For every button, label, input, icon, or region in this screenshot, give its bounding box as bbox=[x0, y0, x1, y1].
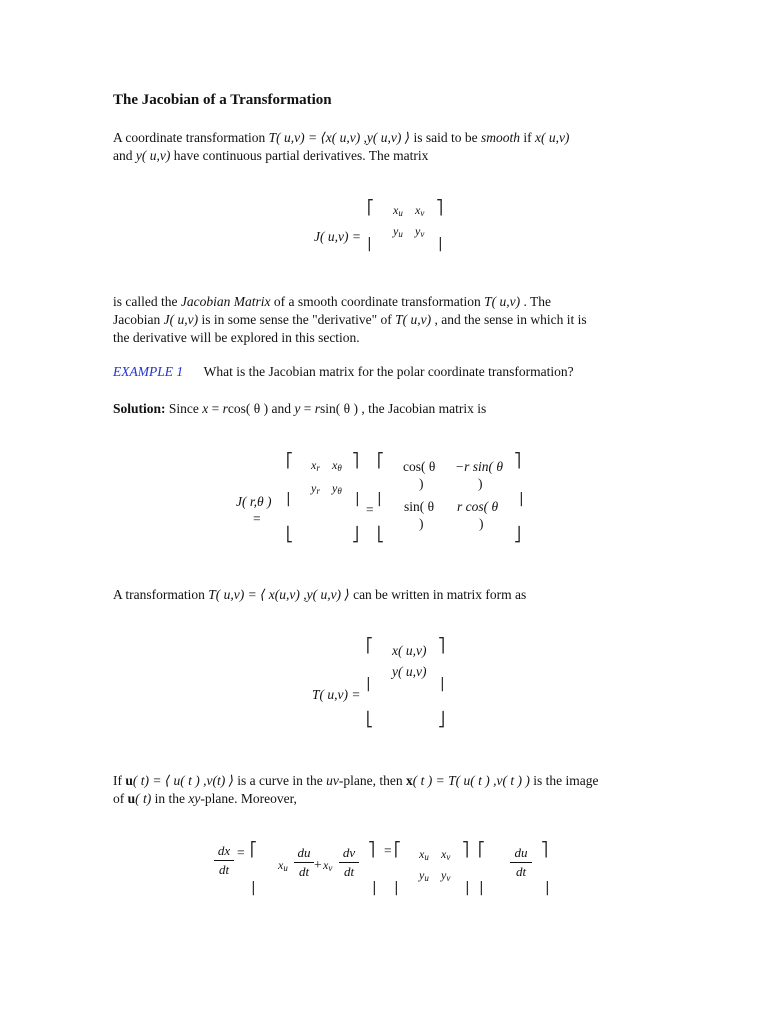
right-bracket-bottom: ⎦ bbox=[514, 527, 521, 543]
math-sin: sin( θ ) bbox=[320, 401, 358, 416]
right-bracket-bottom: ⎦ bbox=[438, 712, 445, 728]
cell-var: x bbox=[323, 858, 329, 872]
matrix-cell-xtheta bbox=[332, 458, 342, 473]
denominator: dt bbox=[515, 864, 527, 879]
matrix-cell-yv bbox=[441, 868, 450, 883]
math-T-uv: T( u,v) = ⟨ x(u,v) ,y( u,v) ⟩ bbox=[208, 587, 350, 602]
left-bracket-bottom: ⎣ bbox=[366, 712, 373, 728]
text: = bbox=[208, 401, 223, 416]
right-bracket-top: ⎤ bbox=[352, 453, 359, 469]
left-bracket-mid: | bbox=[377, 491, 382, 507]
left-bracket-mid: | bbox=[366, 676, 371, 692]
cell-cos-top: cos( θ bbox=[403, 459, 436, 474]
cell-var: y bbox=[441, 868, 447, 882]
matrix-cell-xu bbox=[419, 847, 429, 862]
math-uv: uv bbox=[326, 773, 339, 788]
text: is said to be bbox=[410, 130, 481, 145]
paragraph-2-line-1 bbox=[113, 293, 551, 311]
text: if bbox=[519, 130, 535, 145]
right-bracket-top: ⎤ bbox=[514, 453, 521, 469]
cell-sub: v bbox=[420, 208, 425, 218]
cell-var: x bbox=[311, 458, 317, 472]
page-title: The Jacobian of a Transformation bbox=[113, 92, 332, 108]
text: have continuous partial derivatives. The matrix bbox=[170, 148, 429, 163]
denominator: dt bbox=[218, 862, 230, 877]
text: -plane. Moreover, bbox=[200, 791, 297, 806]
matrix-cell-yr bbox=[311, 481, 320, 496]
text: can be written in matrix form as bbox=[349, 587, 527, 602]
example-question: What is the Jacobian matrix for the polar coordinate transformation? bbox=[203, 364, 574, 379]
math-x-uv: x( u,v) bbox=[534, 130, 570, 145]
dx: dx bbox=[217, 843, 231, 858]
denominator: dt bbox=[343, 864, 355, 879]
solution-line bbox=[113, 400, 486, 418]
math-xt: ( t ) = bbox=[412, 773, 449, 788]
eq3-lhs: T( u,v) = bbox=[312, 687, 361, 702]
cell-sub: θ bbox=[337, 486, 342, 496]
text: and bbox=[268, 401, 295, 416]
eq2-mid-equals: = bbox=[366, 502, 374, 517]
paragraph-1-line-2 bbox=[113, 147, 428, 165]
text: . The bbox=[520, 294, 552, 309]
matrix-cell-xv bbox=[415, 203, 424, 218]
numerator: dv bbox=[342, 845, 356, 860]
matrix-cell-xu bbox=[393, 203, 403, 218]
text: A transformation bbox=[113, 587, 209, 602]
vector-top: x( u,v) bbox=[392, 643, 427, 658]
term-smooth: smooth bbox=[480, 130, 520, 145]
paragraph-2-line-3 bbox=[113, 329, 360, 347]
fraction-bar bbox=[339, 862, 359, 863]
text: the derivative will be explored in this section. bbox=[113, 330, 360, 345]
right-bracket-mid: | bbox=[519, 491, 524, 507]
left-bracket-bottom: ⎣ bbox=[286, 527, 293, 543]
text: in the bbox=[151, 791, 189, 806]
cell-var: x bbox=[415, 203, 421, 217]
term-xv bbox=[323, 858, 332, 873]
cell-var: x bbox=[441, 847, 447, 861]
cell-sub: v bbox=[446, 873, 451, 883]
term-xu bbox=[278, 858, 288, 873]
text: is in some sense the "derivative" of bbox=[198, 312, 396, 327]
paragraph-3 bbox=[113, 586, 526, 604]
cell-msin-bottom: ) bbox=[478, 476, 483, 491]
left-bracket-top: ⎡ bbox=[366, 638, 373, 654]
plus-sign: + bbox=[314, 857, 322, 872]
fraction-bar bbox=[214, 860, 234, 861]
left-bracket-bottom: | bbox=[251, 880, 256, 896]
right-bracket-mid: | bbox=[355, 491, 360, 507]
cell-sub: r bbox=[316, 486, 320, 496]
text: , the Jacobian matrix is bbox=[358, 401, 487, 416]
cell-sub: v bbox=[328, 863, 333, 873]
math-r: r bbox=[314, 401, 321, 416]
text: is called the bbox=[113, 294, 181, 309]
right-bracket-bottom: | bbox=[465, 880, 470, 896]
fraction-dx-dt bbox=[214, 843, 234, 878]
cell-var: y bbox=[415, 224, 421, 238]
matrix-cell-xr bbox=[311, 458, 320, 473]
math-T-image: T( u( t ) ,v( t ) ) bbox=[448, 773, 530, 788]
math-xy: xy bbox=[188, 791, 201, 806]
math-x: x bbox=[202, 401, 209, 416]
fraction-bar bbox=[510, 862, 532, 863]
math-T-uv: T( u,v) = ⟨x( u,v) ,y( u,v) ⟩ bbox=[268, 130, 411, 145]
right-bracket-bottom: | bbox=[438, 236, 443, 252]
equals-1: = bbox=[237, 845, 245, 860]
cell-cos-bottom: ) bbox=[419, 476, 424, 491]
fraction-dv-dt bbox=[339, 845, 359, 880]
cell-sin-top: sin( θ bbox=[404, 499, 435, 514]
cell-rcos-bottom: ) bbox=[479, 516, 484, 531]
fraction-bar bbox=[294, 862, 314, 863]
cell-sub: u bbox=[424, 852, 429, 862]
text: and bbox=[113, 148, 136, 163]
eq2-lhs: J( r,θ ) bbox=[236, 494, 272, 509]
paragraph-1-line-1 bbox=[113, 129, 569, 147]
matrix-cell-yu bbox=[419, 868, 429, 883]
math-y: y bbox=[294, 401, 301, 416]
math-T-uv: T( u,v) bbox=[484, 294, 521, 309]
text: is a curve in the bbox=[233, 773, 327, 788]
text: = bbox=[300, 401, 315, 416]
term-jacobian-matrix: Jacobian Matrix bbox=[180, 294, 271, 309]
text: -plane, then bbox=[338, 773, 406, 788]
numerator: du bbox=[514, 845, 528, 860]
cell-sin-bottom: ) bbox=[419, 516, 424, 531]
math-bold-u: u bbox=[125, 773, 133, 788]
cell-var: y bbox=[419, 868, 425, 882]
right-bracket-top: ⎤ bbox=[438, 638, 445, 654]
cell-var: x bbox=[278, 858, 284, 872]
math-r: r bbox=[222, 401, 228, 416]
left-bracket-bottom: ⎣ bbox=[377, 527, 384, 543]
fraction-du-dt bbox=[294, 845, 314, 880]
cell-var: y bbox=[311, 481, 317, 495]
matrix-cell-ytheta bbox=[332, 481, 342, 496]
matrix-cell-xv bbox=[441, 847, 450, 862]
cell-var: y bbox=[332, 481, 338, 495]
example-1 bbox=[113, 363, 574, 381]
math-bold-u: u bbox=[127, 791, 136, 806]
text: Since bbox=[165, 401, 203, 416]
right-bracket-top: ⎤ bbox=[462, 842, 469, 858]
right-bracket-top: ⎤ bbox=[368, 842, 375, 858]
left-bracket-top: ⎡ bbox=[286, 453, 293, 469]
left-bracket-top: ⎡ bbox=[377, 453, 384, 469]
right-bracket-top: ⎤ bbox=[541, 842, 548, 858]
paragraph-4-line-1 bbox=[113, 772, 598, 790]
left-bracket-bottom: | bbox=[367, 236, 372, 252]
math-t: ( t) bbox=[135, 791, 152, 806]
text: If bbox=[113, 773, 126, 788]
denominator: dt bbox=[298, 864, 310, 879]
cell-rcos-top: r cos( θ bbox=[457, 499, 499, 514]
right-bracket-bottom: ⎦ bbox=[352, 527, 359, 543]
cell-sub: v bbox=[420, 229, 425, 239]
solution-label: Solution: bbox=[113, 401, 166, 416]
cell-sub: v bbox=[446, 852, 451, 862]
right-bracket-bottom: | bbox=[372, 880, 377, 896]
math-cos: cos( θ ) bbox=[227, 401, 269, 416]
right-bracket-bottom: | bbox=[545, 880, 550, 896]
eq2-equals: = bbox=[253, 511, 261, 526]
example-label: EXAMPLE 1 bbox=[113, 364, 184, 379]
cell-var: x bbox=[419, 847, 425, 861]
text: of a smooth coordinate transformation bbox=[270, 294, 485, 309]
left-bracket-top: ⎡ bbox=[478, 842, 485, 858]
text: , and the sense in which it is bbox=[431, 312, 587, 327]
right-bracket-mid: | bbox=[440, 676, 445, 692]
cell-var: x bbox=[332, 458, 338, 472]
left-bracket-top: ⎡ bbox=[367, 200, 374, 216]
left-bracket-top: ⎡ bbox=[250, 842, 257, 858]
numerator bbox=[214, 843, 234, 859]
numerator: du bbox=[297, 845, 311, 860]
text: of bbox=[113, 791, 128, 806]
vector-bottom: y( u,v) bbox=[392, 664, 427, 679]
math-curve: ( t) = ⟨ u( t ) ,v(t) ⟩ bbox=[132, 773, 234, 788]
cell-msin-top: −r sin( θ bbox=[455, 459, 503, 474]
paragraph-4-line-2 bbox=[113, 790, 297, 808]
left-bracket-top: ⎡ bbox=[394, 842, 401, 858]
eq1-lhs: J( u,v) = bbox=[314, 229, 361, 244]
left-bracket-bottom: | bbox=[479, 880, 484, 896]
cell-sub: u bbox=[283, 863, 288, 873]
text: A coordinate transformation bbox=[113, 130, 269, 145]
right-bracket-top: ⎤ bbox=[436, 200, 443, 216]
equals-2: = bbox=[384, 843, 392, 858]
left-bracket-bottom: | bbox=[394, 880, 399, 896]
math-T-uv: T( u,v) bbox=[395, 312, 432, 327]
matrix-cell-yv bbox=[415, 224, 424, 239]
cell-sub: u bbox=[398, 229, 403, 239]
cell-sub: u bbox=[424, 873, 429, 883]
matrix-cell-yu bbox=[393, 224, 403, 239]
math-J-uv: J( u,v) bbox=[163, 312, 199, 327]
cell-sub: u bbox=[398, 208, 403, 218]
paragraph-2-line-2 bbox=[113, 311, 587, 329]
text: is the image bbox=[529, 773, 599, 788]
math-y-uv: y( u,v) bbox=[135, 148, 171, 163]
left-bracket-mid: | bbox=[286, 491, 291, 507]
fraction-du-dt-vector bbox=[510, 845, 532, 880]
cell-sub: r bbox=[316, 463, 320, 473]
text: Jacobian bbox=[113, 312, 164, 327]
math-bold-x: x bbox=[405, 773, 413, 788]
cell-var: x bbox=[393, 203, 399, 217]
cell-sub: θ bbox=[337, 463, 342, 473]
cell-var: y bbox=[393, 224, 399, 238]
